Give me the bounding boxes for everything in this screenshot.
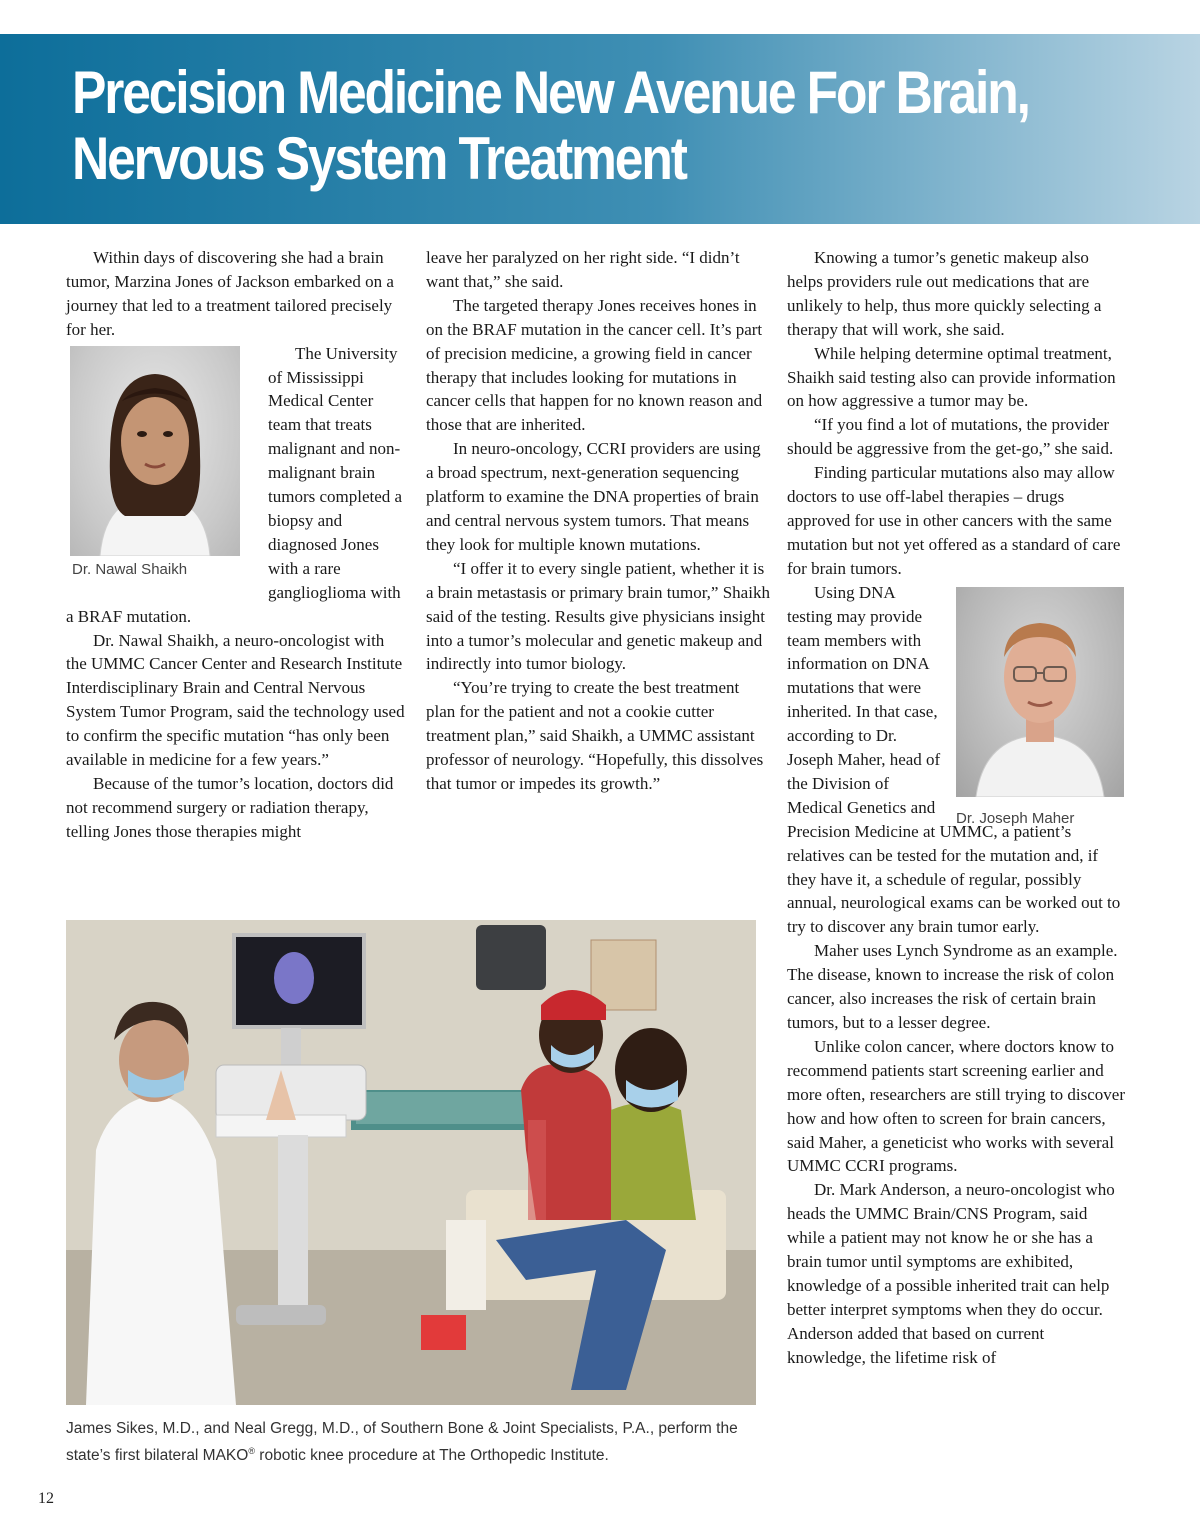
article-title-line1: Precision Medicine New Avenue For Brain,	[72, 59, 1029, 126]
paragraph: Using DNA testing may provide team members with information on DNA mutations that were inherited. In that case, according to Dr. Joseph Maher, head of the Division of Medical Genetics and Precision Medicine at UMMC, a patient’s relatives can be tested for the mutation and, if they have it, a schedule of regular, possibly annual, neurological exams can be worked out to try to discover any brain tumor early.	[787, 582, 1121, 937]
clinic-photo	[66, 920, 756, 1405]
paragraph: Dr. Mark Anderson, a neuro-oncologist who heads the UMMC Brain/CNS Program, said while a patient may not know he or she has a brain tumor until symptoms are exhibited, knowledge of a possible inherited trait can help better interpret symptoms when they do occur. Anderson added that based on current knowledge, the lifetime risk of	[787, 1180, 1115, 1367]
clinic-caption-line1: James Sikes, M.D., and Neal Gregg, M.D., of Southern Bone & Joint Specialists, P.A., perform the	[66, 1420, 738, 1437]
article-column-2	[426, 246, 771, 796]
paragraph: Dr. Nawal Shaikh, a neuro-oncologist with the UMMC Cancer Center and Research Institute Interdisciplinary Brain and Central Nervous System Tumor Program, said the technology used to confirm the specific mutation “has only been available in medicine for a few years.”	[66, 630, 405, 770]
shaikh-photo-caption: Dr. Nawal Shaikh	[72, 560, 188, 578]
paragraph: “If you find a lot of mutations, the provider should be aggressive from the get-go,” she said.	[787, 415, 1114, 459]
paragraph: “You’re trying to create the best treatment plan for the patient and not a cookie cutter treatment plan,” said Shaikh, a UMMC assistant professor of neurology. “Hopefully, this dissolves that tumor or impedes its growth.”	[426, 678, 764, 793]
shaikh-portrait-illustration	[70, 346, 240, 556]
article-title	[72, 59, 1029, 192]
paragraph: Knowing a tumor’s genetic makeup also helps providers rule out medications that are unlikely to help, thus more quickly selecting a therapy that will work, she said.	[787, 248, 1102, 339]
article-column-1	[66, 246, 406, 844]
page-number: 12	[38, 1490, 54, 1507]
paragraph: leave her paralyzed on her right side. “I didn’t want that,” she said.	[426, 248, 740, 291]
paragraph: While helping determine optimal treatment, Shaikh said testing also can provide information on how aggressive a tumor may be.	[787, 343, 1116, 411]
clinic-caption-line2: state’s first bilateral MAKO	[66, 1447, 249, 1465]
registered-mark: ®	[248, 1446, 255, 1456]
maher-photo-caption: Dr. Joseph Maher	[956, 809, 1075, 827]
clinic-photo-caption	[66, 1418, 766, 1467]
paragraph: Within days of discovering she had a brain tumor, Marzina Jones of Jackson embarked on a journey that led to a treatment tailored precisely for her.	[66, 248, 394, 339]
clinic-caption-line3: robotic knee procedure at The Orthopedic Institute.	[254, 1447, 609, 1465]
paragraph: Unlike colon cancer, where doctors know to recommend patients start screening earlier and more often, researchers are still trying to discover how and how often to screen for brain cancers, said Maher, a geneticist who works with several UMMC CCRI programs.	[787, 1036, 1125, 1176]
paragraph: In neuro-oncology, CCRI providers are using a broad spectrum, next-generation sequencing platform to examine the DNA properties of brain and central nervous system tumors. That means they look for multiple known mutations.	[426, 439, 761, 554]
article-column-3	[787, 246, 1127, 1370]
article-title-line2: Nervous System Treatment	[72, 125, 686, 192]
maher-portrait	[956, 587, 1124, 827]
paragraph: Maher uses Lynch Syndrome as an example. The disease, known to increase the risk of colon cancer, also increases the risk of certain brain tumors, but to a lesser degree.	[787, 941, 1118, 1032]
shaikh-portrait	[70, 346, 240, 578]
paragraph: The University of Mississippi Medical Center team that treats malignant and non-malignant brain tumors completed a biopsy and diagnosed Jones with a rare ganglioglioma with a BRAF mutation.	[66, 343, 403, 626]
clinic-scene-illustration	[66, 920, 756, 1405]
maher-portrait-illustration	[956, 587, 1124, 797]
paragraph: Because of the tumor’s location, doctors did not recommend surgery or radiation therapy, telling Jones those therapies might	[66, 773, 394, 841]
paragraph: “I offer it to every single patient, whether it is a brain metastasis or primary brain tumor,” Shaikh said of the testing. Results give physicians insight into a tumor’s molecular and genetic makeup and indirectly into tumor biology.	[426, 558, 770, 674]
paragraph: Finding particular mutations also may allow doctors to use off-label therapies – drugs approved for use in other cancers with the same mutation but not yet offered as a standard of care for brain tumors.	[787, 463, 1121, 578]
paragraph: The targeted therapy Jones receives hones in on the BRAF mutation in the cancer cell. It’s part of precision medicine, a growing field in cancer therapy that includes looking for mutations in cancer cells that happen for no known reason and those that are inherited.	[426, 295, 763, 435]
